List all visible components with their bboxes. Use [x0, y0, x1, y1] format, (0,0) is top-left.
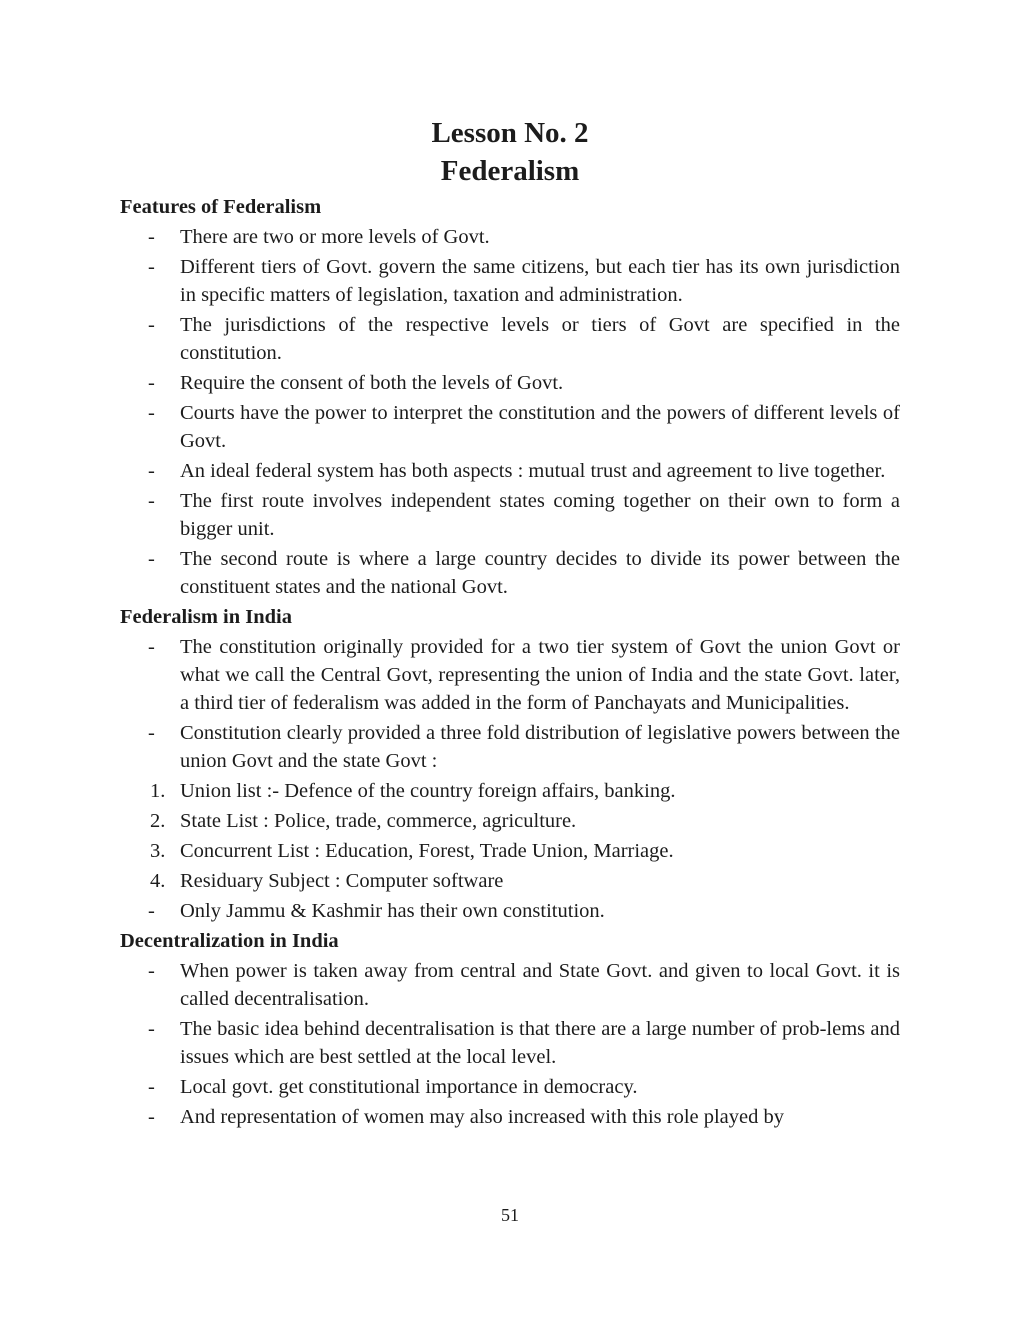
list-item-text: An ideal federal system has both aspects : mutual trust and agreement to live together. [180, 460, 886, 482]
bullet-marker: - [148, 226, 155, 248]
list-item [120, 719, 900, 775]
list-item-text: The jurisdictions of the respective levels or tiers of Govt are specified in the constitution. [180, 314, 900, 364]
lesson-topic-title: Federalism [440, 155, 580, 187]
section-decentralization-in-india [120, 927, 900, 1131]
bullet-marker: - [148, 256, 155, 278]
section-heading: Features of Federalism [120, 196, 322, 218]
list-item [120, 223, 900, 251]
bullet-marker: - [148, 960, 155, 982]
bullet-marker: - [148, 460, 155, 482]
section-federalism-in-india [120, 603, 900, 925]
list-item-text: State List : Police, trade, commerce, agriculture. [180, 810, 577, 832]
bullet-marker: - [148, 372, 155, 394]
numbered-item [120, 867, 900, 895]
list-item-text: Require the consent of both the levels of Govt. [180, 372, 564, 394]
list-item-text: Local govt. get constitutional importance in democracy. [180, 1076, 638, 1098]
bullet-marker: - [148, 1018, 155, 1040]
number-marker: 2. [150, 810, 166, 832]
numbered-item [120, 777, 900, 805]
bullet-marker: - [148, 402, 155, 424]
list-item-text: Courts have the power to interpret the constitution and the powers of different levels of Govt. [180, 402, 900, 452]
list-item [120, 487, 900, 543]
list-item [120, 369, 900, 397]
number-marker: 1. [150, 780, 166, 802]
bullet-marker: - [148, 1076, 155, 1098]
list-item [120, 1103, 900, 1131]
list-item-text: Different tiers of Govt. govern the same citizens, but each tier has its own jurisdiction in specific matters of legislation, taxation and administration. [180, 256, 900, 306]
section-heading: Federalism in India [120, 606, 292, 628]
list-item [120, 957, 900, 1013]
bullet-marker: - [148, 490, 155, 512]
section-heading: Decentralization in India [120, 930, 339, 952]
list-item-text: Constitution clearly provided a three fold distribution of legislative powers between the union Govt and the state Govt : [180, 722, 900, 772]
list-item-text: The second route is where a large country decides to divide its power between the constituent states and the national Govt. [180, 548, 900, 598]
list-item [120, 1015, 900, 1071]
list-item-text: Only Jammu & Kashmir has their own constitution. [180, 900, 605, 922]
bullet-marker: - [148, 314, 155, 336]
list-item-text: The constitution originally provided for a two tier system of Govt the union Govt or what we call the Central Govt, representing the union of India and the state Govt. later, a third tier of federalism was added in the form of Panchayats and Municipalities. [180, 636, 900, 714]
list-item-text: The basic idea behind decentralisation is that there are a large number of prob-lems and issues which are best settled at the local level. [180, 1018, 900, 1068]
list-item-text: Union list :- Defence of the country foreign affairs, banking. [180, 780, 676, 802]
list-item-text: Concurrent List : Education, Forest, Trade Union, Marriage. [180, 840, 674, 862]
list-item-text: And representation of women may also increased with this role played by [180, 1106, 785, 1128]
section-features-of-federalism [120, 193, 900, 601]
list-item [120, 311, 900, 367]
bullet-marker: - [148, 548, 155, 570]
list-item-text: There are two or more levels of Govt. [180, 226, 490, 248]
number-marker: 3. [150, 840, 166, 862]
list-item [120, 253, 900, 309]
bullet-marker: - [148, 722, 155, 744]
list-item [120, 399, 900, 455]
list-item [120, 633, 900, 717]
lesson-content [120, 193, 900, 1133]
list-item-text: When power is taken away from central and State Govt. and given to local Govt. it is called decentralisation. [180, 960, 900, 1010]
list-item [120, 1073, 900, 1101]
list-item [120, 545, 900, 601]
bullet-marker: - [148, 900, 155, 922]
numbered-item [120, 807, 900, 835]
bullet-marker: - [148, 1106, 155, 1128]
list-item-text: The first route involves independent states coming together on their own to form a bigger unit. [180, 490, 900, 540]
list-item [120, 897, 900, 925]
list-item-text: Residuary Subject : Computer software [180, 870, 504, 892]
page-number: 51 [501, 1205, 519, 1225]
numbered-item [120, 837, 900, 865]
number-marker: 4. [150, 870, 166, 892]
lesson-number-title: Lesson No. 2 [431, 117, 589, 149]
list-item [120, 457, 900, 485]
bullet-marker: - [148, 636, 155, 658]
